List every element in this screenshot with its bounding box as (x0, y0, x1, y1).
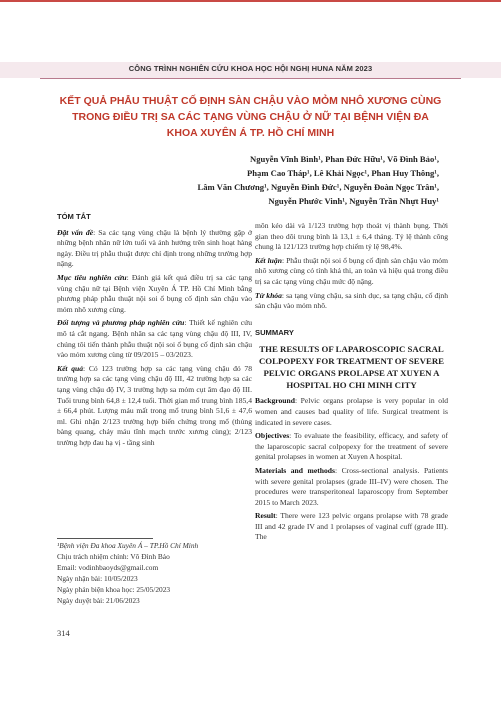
summary-background (255, 396, 448, 428)
label: Result (255, 511, 276, 521)
abstract-heading: TÓM TẮT (57, 212, 91, 221)
text: : To evaluate the feasibility, efficacy, and safety of the laparoscopic sacral colpopexy for the treatment of severe genital prolapses in women at Xuyen A hospital. (255, 431, 448, 462)
running-header: CÔNG TRÌNH NGHIÊN CỨU KHOA HỌC HỘI NGHỊ HUNA NĂM 2023 (128, 64, 373, 73)
author-line: Lâm Văn Chương¹, Nguyễn Đình Đức¹, Nguyễn Đoàn Ngọc Trân¹, (197, 182, 439, 192)
author-line: Phạm Cao Tháp¹, Lê Khải Ngọc¹, Phan Huy Thông¹, (247, 168, 439, 178)
abstract-background (57, 228, 252, 270)
summary-heading: SUMMARY (255, 327, 294, 337)
label: Mục tiêu nghiên cứu (57, 272, 127, 282)
text: : Đánh giá kết quả điều trị sa các tạng vùng chậu nữ tại Bệnh viện Xuyên Á TP. Hồ Chí Minh bằng phương pháp phẫu thuật nội soi ổ bụng cố định sàn chậu vào mỏm nhô xương cùng. (57, 272, 252, 314)
top-border (0, 0, 501, 2)
label: Materials and methods (255, 465, 335, 475)
label: Background (255, 396, 295, 406)
footnote-email: Email: vodinhbaoyds@gmail.com (57, 563, 159, 572)
label: Kết quả (57, 363, 84, 373)
right-column (255, 221, 448, 546)
label: Objectives (255, 431, 290, 441)
footnote (57, 540, 252, 606)
label: Đối tượng và phương pháp nghiên cứu (57, 318, 185, 328)
footnote-affiliation: ¹Bệnh viện Đa khoa Xuyên Á – TP.Hồ Chí Minh (57, 541, 199, 550)
author-line: Nguyễn Vĩnh Bình¹, Phan Đức Hữu¹, Võ Đình Bảo¹, (250, 154, 439, 164)
abstract-methods (57, 318, 252, 360)
footnote-rule (57, 538, 153, 539)
label: Kết luận (255, 255, 282, 265)
abstract-results-continued: môn kéo dài và 1/123 trường hợp thoát vị thành bụng. Thời gian theo dõi trung bình là 13,1 ± 6,4 tháng. Tỷ lệ thành công chung là 121/123 trường hợp chiếm tỷ lệ 98,4%. (255, 221, 448, 252)
text: : There were 123 pelvic organs prolapse with 78 grade III and 42 grade IV and 1 prolapses of vaginal cuff (grade III). The (255, 511, 448, 542)
abstract-objective (57, 273, 252, 315)
footnote-approved: Ngày duyệt bài: 21/06/2023 (57, 596, 140, 605)
text: : Cross-sectional analysis. Patients with severe genital prolapses (grade III–IV) were chosen. The procedures were transperitoneal laparoscopy from September 2015 to March 2023. (255, 465, 448, 507)
header-rule (40, 78, 461, 79)
english-title: THE RESULTS OF LAPAROSCOPIC SACRAL COLPOPEXY FOR TREATMENT OF SEVERE PELVIC ORGANS PROLAPSE AT XUYEN A HOSPITAL HO CHI MINH CITY (258, 344, 445, 391)
abstract-conclusion (255, 256, 448, 288)
footnote-reviewed: Ngày phản biện khoa học: 25/05/2023 (57, 585, 171, 594)
footnote-responsible: Chịu trách nhiệm chính: Võ Đình Bảo (57, 552, 170, 561)
text: : Phẫu thuật nội soi ổ bụng cố định sàn chậu vào mỏm nhô xương cùng có tính khả thi, an toàn và hiệu quả trong điều trị sa các tạng vùng chậu mức độ nặng. (255, 255, 448, 286)
footnote-received: Ngày nhận bài: 10/05/2023 (57, 574, 138, 583)
left-column (57, 212, 252, 451)
label: Từ khóa (255, 290, 282, 300)
abstract-keywords (255, 291, 448, 312)
text: : Thiết kế nghiên cứu mô tả cắt ngang. Bệnh nhân sa các tạng vùng chậu độ III, IV, chúng tôi tiến thành phẫu thuật nội soi ổ bụng cố định sàn chậu vào mỏm xương cùng từ 09/2015 – 03/2023. (57, 318, 252, 360)
abstract-results (57, 364, 252, 449)
summary-result (255, 511, 448, 543)
text: : sa tạng vùng chậu, sa sinh dục, sa tạng chậu, cố định sàn chậu vào mỏm nhô. (255, 290, 448, 311)
text: : Có 123 trường hợp sa các tạng vùng chậu đó 78 trường hợp sa các tạng vùng chậu độ III, 42 trường hợp sa các tạng vùng chậu độ IV, 3 trường hợp sa mỏm cụt âm đạo độ III. Tuổi trung bình 64,8 ± 12,4 tuổi. Thời gian mổ trung bình 185,4 ± 66,4 phút. Lượng máu mất trong mổ trung bình 51,6 ± 47,6 ml. Ghi nhận 2/123 trường hợp biến chứng trong mổ (thủng bàng quang, chảy máu tĩnh mạch trước xương cùng); 2/123 trường hợp đau hạ vị - tầng sinh (57, 363, 252, 447)
page-number: 314 (57, 628, 70, 638)
text: : Sa các tạng vùng chậu là bệnh lý thường gặp ở những bệnh nhân nữ lớn tuổi và ảnh hưởng trên sinh hoạt hàng ngày. Điều trị phẫu thuật được chỉ định trong những trường hợp nặng. (57, 227, 252, 269)
author-line: Nguyễn Phước Vinh¹, Nguyễn Trần Nhựt Huy¹ (268, 196, 439, 206)
label: Đặt vấn đề (57, 227, 94, 237)
summary-objectives (255, 431, 448, 463)
summary-methods (255, 466, 448, 508)
article-title: KẾT QUẢ PHẪU THUẬT CỐ ĐỊNH SÀN CHẬU VÀO MỎM NHÔ XƯƠNG CÙNG TRONG ĐIỀU TRỊ SA CÁC TẠNG VÙNG CHẬU Ở NỮ TẠI BỆNH VIỆN ĐA KHOA XUYÊN Á TP. HỒ CHÍ MINH (59, 95, 442, 139)
author-list (109, 152, 439, 208)
text: : Pelvic organs prolapse is very popular in old women and causes bad quality of life. Surgical treatment is indicated in severe cases. (255, 396, 448, 427)
